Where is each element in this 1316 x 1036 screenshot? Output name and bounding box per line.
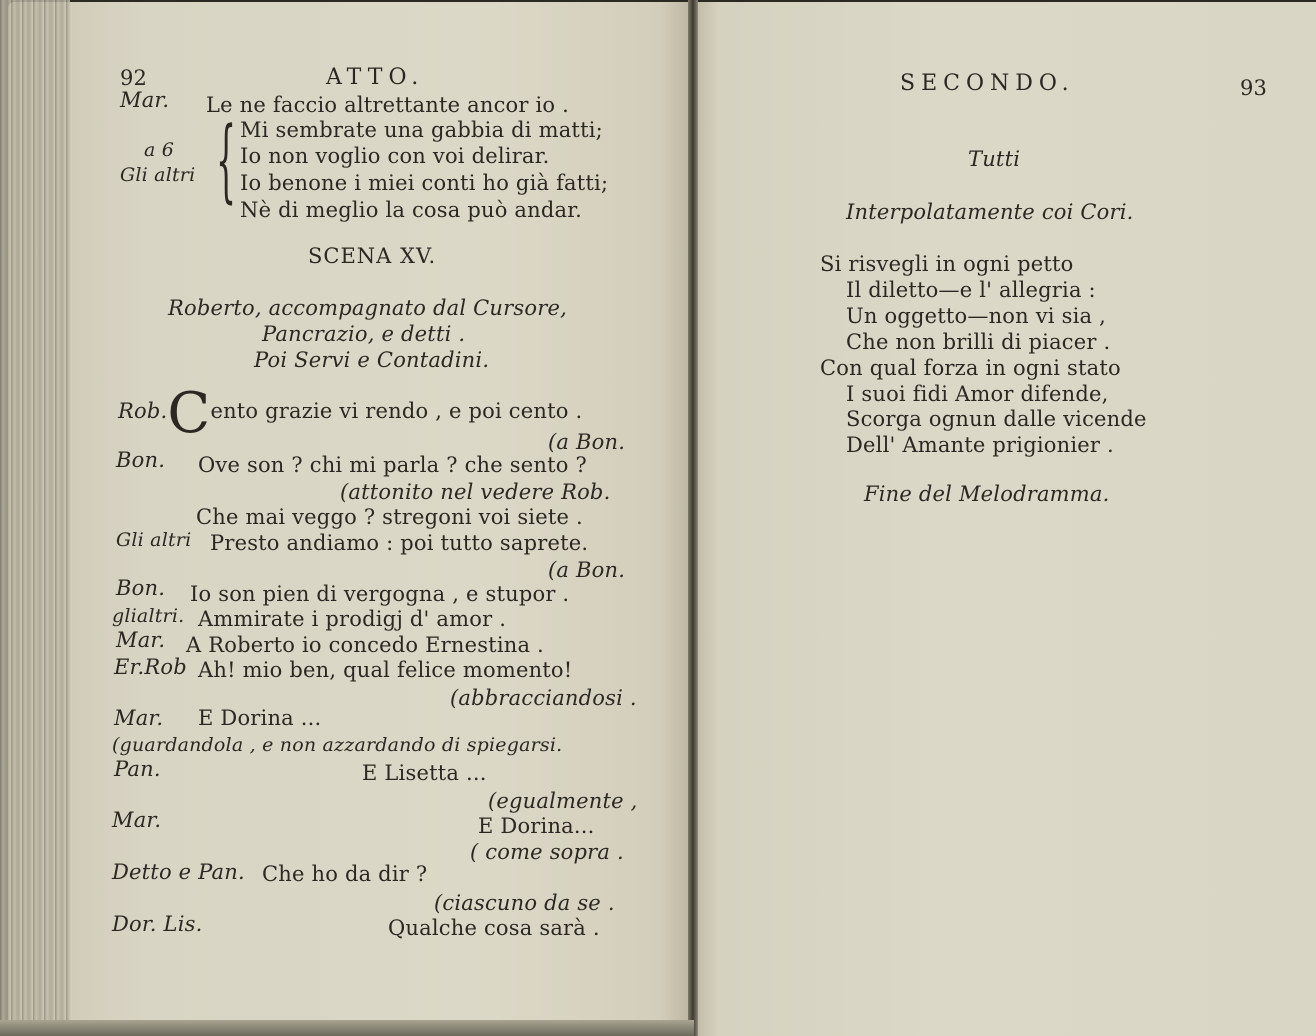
ensemble-line: Mi sembrate una gabbia di matti; bbox=[240, 118, 603, 142]
line-text: Io son pien di vergogna , e stupor . bbox=[190, 582, 570, 606]
right-running-head: SECONDO. bbox=[900, 71, 1075, 96]
stage-direction: (guardandola , e non azzardando di spiegarsi. bbox=[112, 734, 563, 756]
stage-direction: (attonito nel vedere Rob. bbox=[340, 480, 611, 504]
line-text: E Lisetta ... bbox=[362, 761, 487, 785]
line-text: E Dorina... bbox=[478, 814, 595, 838]
speaker-mar: Mar. bbox=[120, 88, 170, 112]
drop-cap: C bbox=[167, 381, 211, 446]
speaker-label: Mar. bbox=[112, 808, 162, 832]
speaker-label: Rob. bbox=[118, 399, 168, 423]
stage-direction: (egualmente , bbox=[488, 789, 638, 813]
stage-direction: Interpolatamente coi Cori. bbox=[846, 200, 1134, 224]
speaker-label: Er.Rob bbox=[114, 655, 187, 679]
line-text: Che ho da dir ? bbox=[262, 862, 428, 886]
line-text: Che mai veggo ? stregoni voi siete . bbox=[196, 505, 583, 529]
line-text: A Roberto io concedo Ernestina . bbox=[186, 633, 544, 657]
ensemble-line: Io benone i miei conti ho già fatti; bbox=[240, 171, 609, 195]
speaker-label: Detto e Pan. bbox=[112, 860, 245, 884]
speaker-tutti: Tutti bbox=[968, 147, 1021, 171]
line-text: Ammirate i prodigj d' amor . bbox=[198, 607, 507, 631]
stage-direction: (abbracciandosi . bbox=[450, 686, 637, 710]
left-page-number: 92 bbox=[120, 66, 148, 90]
left-page-edges bbox=[0, 0, 70, 1036]
verse-line: Un oggetto—non vi sia , bbox=[846, 304, 1106, 328]
brace-glyph: { bbox=[216, 108, 237, 213]
line-text: Presto andiamo : poi tutto saprete. bbox=[210, 531, 589, 555]
line-text: Ah! mio ben, qual felice momento! bbox=[198, 658, 573, 682]
scene-description: Poi Servi e Contadini. bbox=[254, 348, 490, 372]
book-gutter bbox=[688, 0, 698, 1036]
stage-direction: (a Bon. bbox=[548, 558, 626, 582]
scene-description: Pancrazio, e detti . bbox=[262, 322, 466, 346]
line-mar: Le ne faccio altrettante ancor io . bbox=[206, 93, 570, 117]
line-text: Qualche cosa sarà . bbox=[388, 916, 600, 940]
speaker-label: Gli altri bbox=[116, 529, 192, 551]
bottom-edge bbox=[0, 1020, 694, 1036]
speaker-label: glialtri. bbox=[112, 605, 185, 627]
speaker-label: Bon. bbox=[116, 576, 166, 600]
ensemble-label-a6: a 6 bbox=[144, 139, 175, 161]
line-text: Ove son ? chi mi parla ? che sento ? bbox=[198, 453, 587, 477]
speaker-label: Dor. Lis. bbox=[112, 912, 203, 936]
line-text: E Dorina ... bbox=[198, 706, 322, 730]
ensemble-line: Io non voglio con voi delirar. bbox=[240, 144, 550, 168]
ensemble-label-others: Gli altri bbox=[120, 164, 196, 186]
ensemble-line: Nè di meglio la cosa può andar. bbox=[240, 198, 583, 222]
verse-line: Che non brilli di piacer . bbox=[846, 330, 1111, 354]
right-page-number: 93 bbox=[1240, 76, 1268, 100]
verse-line: I suoi fidi Amor difende, bbox=[846, 382, 1109, 406]
speaker-label: Bon. bbox=[116, 448, 166, 472]
verse-line: Il diletto—e l' allegria : bbox=[846, 278, 1096, 302]
speaker-label: Pan. bbox=[114, 757, 161, 781]
scene-title: SCENA XV. bbox=[308, 244, 437, 268]
left-running-head: ATTO. bbox=[326, 65, 425, 90]
line-text: ento grazie vi rendo , e poi cento . bbox=[210, 399, 583, 423]
speaker-label: Mar. bbox=[114, 706, 164, 730]
ending-line: Fine del Melodramma. bbox=[864, 482, 1110, 506]
scene-description: Roberto, accompagnato dal Cursore, bbox=[168, 296, 567, 320]
dialogue-line-rob bbox=[118, 381, 583, 446]
stage-direction: ( come sopra . bbox=[470, 840, 624, 864]
verse-line: Con qual forza in ogni stato bbox=[820, 356, 1121, 380]
verse-line: Scorga ognun dalle vicende bbox=[846, 407, 1147, 431]
stage-direction: (a Bon. bbox=[548, 430, 626, 454]
verse-line: Si risvegli in ogni petto bbox=[820, 252, 1074, 276]
stage-direction: (ciascuno da se . bbox=[434, 891, 615, 915]
speaker-label: Mar. bbox=[116, 628, 166, 652]
verse-line: Dell' Amante prigionier . bbox=[846, 433, 1114, 457]
